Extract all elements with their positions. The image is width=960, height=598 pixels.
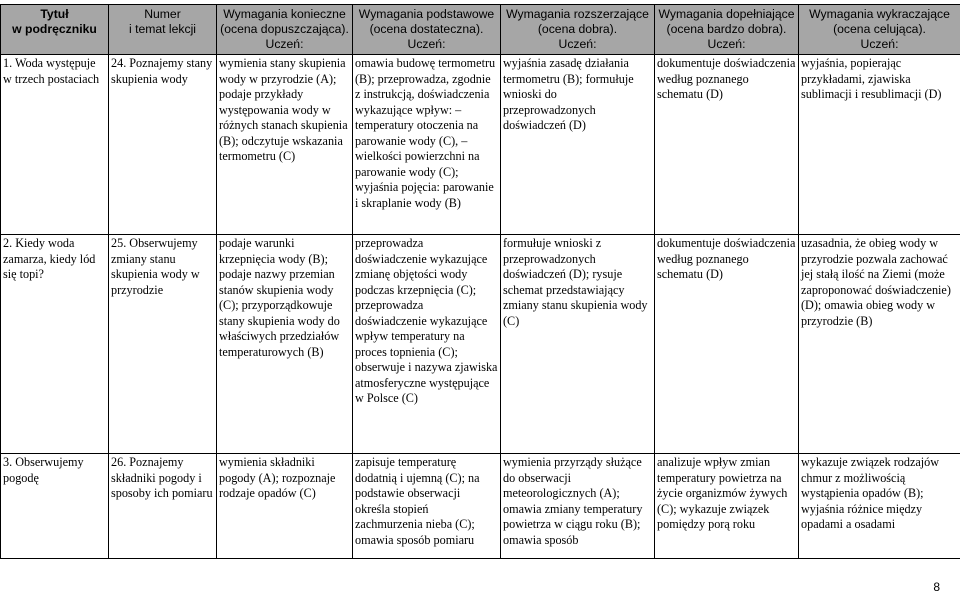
header-row [1,5,960,55]
header-dopelniajace: Wymagania dopełniające (ocena bardzo dobra). Uczeń: [655,5,799,55]
cell-title: 2. Kiedy woda zamarza, kiedy lód się topi? [1,235,109,454]
cell-rozszerzajace: formułuje wnioski z przeprowadzonych doświadczeń (D); rysuje schemat przedstawiający zmiany stanu skupienia wody (C) [501,235,655,454]
cell-podstawowe: zapisuje temperaturę dodatnią i ujemną (C); na podstawie obserwacji określa stopień zachmurzenia nieba (C); omawia sposób pomiaru [353,454,501,559]
cell-rozszerzajace: wyjaśnia zasadę działania termometru (B); formułuje wnioski do przeprowadzonych doświadczeń (D) [501,55,655,235]
header-konieczne: Wymagania konieczne (ocena dopuszczająca). Uczeń: [217,5,353,55]
cell-dopelniajace: dokumentuje doświadczenia według poznanego schematu (D) [655,55,799,235]
cell-wykraczajace: uzasadnia, że obieg wody w przyrodzie pozwala zachować jej stałą ilość na Ziemi (może zaproponować doświadczenie) (D); omawia obieg wody w przyrodzie (B) [799,235,960,454]
header-wykraczajace: Wymagania wykraczające (ocena celująca). Uczeń: [799,5,960,55]
cell-title: 1. Woda występuje w trzech postaciach [1,55,109,235]
table-row [1,454,960,559]
cell-dopelniajace: dokumentuje doświadczenia według poznanego schematu (D) [655,235,799,454]
cell-dopelniajace: analizuje wpływ zmian temperatury powietrza na życie organizmów żywych (C); wykazuje związek pomiędzy porą roku [655,454,799,559]
header-lesson: Numer i temat lekcji [109,5,217,55]
cell-podstawowe: omawia budowę termometru (B); przeprowadza, zgodnie z instrukcją, doświadczenia wykazujące wpływ: – temperatury otoczenia na parowanie wody (C), – wielkości powierzchni na parowanie wody (C); wyjaśnia pojęcia: parowanie i skraplanie wody (B) [353,55,501,235]
cell-lesson: 26. Poznajemy składniki pogody i sposoby ich pomiaru [109,454,217,559]
cell-konieczne: podaje warunki krzepnięcia wody (B); podaje nazwy przemian stanów skupienia wody (C); przyporządkowuje stany skupienia wody do właściwych przedziałów temperaturowych (B) [217,235,353,454]
header-podstawowe: Wymagania podstawowe (ocena dostateczna). Uczeń: [353,5,501,55]
requirements-table [0,4,960,559]
cell-podstawowe: przeprowadza doświadczenie wykazujące zmianę objętości wody podczas krzepnięcia (C); przeprowadza doświadczenie wykazujące wpływ temperatury na proces topnienia (C); obserwuje i nazywa zjawiska atmosferyczne występujące w Polsce (C) [353,235,501,454]
cell-title: 3. Obserwujemy pogodę [1,454,109,559]
cell-lesson: 24. Poznajemy stany skupienia wody [109,55,217,235]
cell-konieczne: wymienia stany skupienia wody w przyrodzie (A); podaje przykłady występowania wody w różnych stanach skupienia (B); odczytuje wskazania termometru (C) [217,55,353,235]
table-row [1,55,960,235]
cell-wykraczajace: wyjaśnia, popierając przykładami, zjawiska sublimacji i resublimacji (D) [799,55,960,235]
table-row [1,235,960,454]
cell-lesson: 25. Obserwujemy zmiany stanu skupienia wody w przyrodzie [109,235,217,454]
page-number: 8 [933,580,940,594]
cell-konieczne: wymienia składniki pogody (A); rozpoznaje rodzaje opadów (C) [217,454,353,559]
header-title: Tytuł w podręczniku [1,5,109,55]
cell-wykraczajace: wykazuje związek rodzajów chmur z możliwością wystąpienia opadów (B); wyjaśnia różnice między opadami a osadami [799,454,960,559]
cell-rozszerzajace: wymienia przyrządy służące do obserwacji meteorologicznych (A); omawia zmiany temperatury powietrza w ciągu roku (B); omawia sposób [501,454,655,559]
header-rozszerzajace: Wymagania rozszerzające (ocena dobra). Uczeń: [501,5,655,55]
